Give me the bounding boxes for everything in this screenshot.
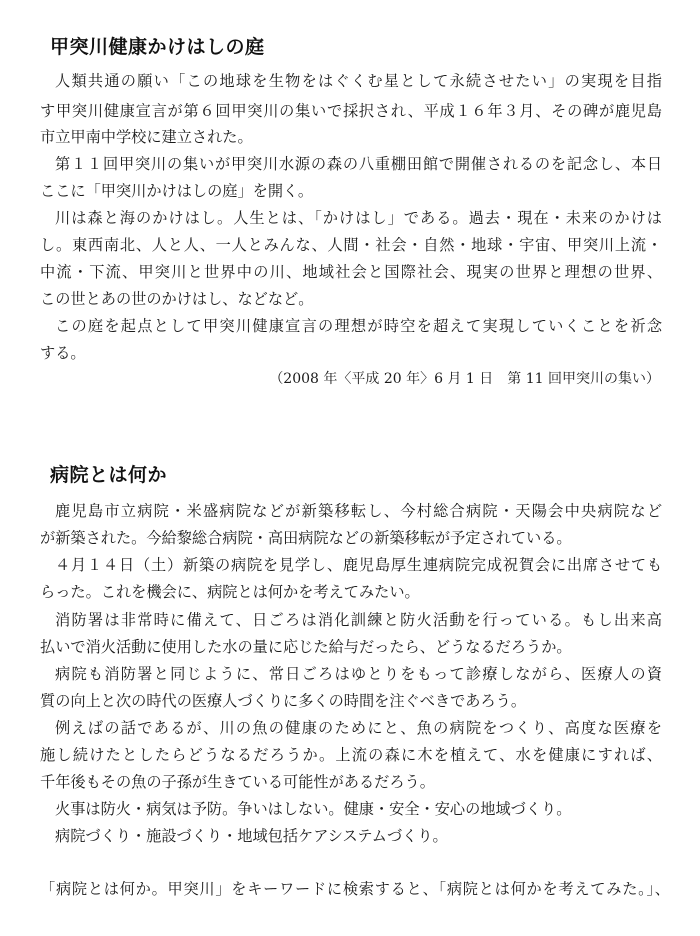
paragraph-line: 中流・下流、甲突川と世界中の川、地域社会と国際社会、現実の世界と理想の世界、 [40, 263, 662, 281]
paragraph-line: 市立甲南中学校に建立された。 [40, 128, 253, 146]
paragraph-line: が新築された。今給黎総合病院・高田病院などの新築移転が予定されている。 [40, 529, 572, 547]
section-heading: 病院とは何か [50, 464, 168, 486]
paragraph-line: ４月１４日（土）新築の病院を見学し、鹿児島厚生連病院完成祝賀会に出席させても [55, 556, 662, 574]
paragraph-line: 施し続けたとしたらどうなるだろうか。上流の森に木を植えて、水を健康にすれば、 [40, 746, 662, 764]
paragraph-line: し。東西南北、人と人、一人とみんな、人間・社会・自然・地球・宇宙、甲突川上流・ [40, 236, 662, 254]
paragraph-line: らった。これを機会に、病院とは何かを考えてみたい。 [40, 583, 420, 601]
paragraph-line: す甲突川健康宣言が第６回甲突川の集いで採択され、平成１６年３月、その碑が鹿児島 [40, 102, 662, 120]
paragraph-line: 川は森と海のかけはし。人生とは、「かけはし」である。過去・現在・未来のかけは [55, 209, 662, 227]
paragraph-line: ここに「甲突川かけはしの庭」を開く。 [40, 182, 314, 200]
section-heading: 甲突川健康かけはしの庭 [50, 36, 265, 58]
footer-line: 「病院とは何か。甲突川」をキーワードに検索すると、「病院とは何かを考えてみた。」、 [40, 880, 670, 898]
paragraph-line: 例えばの話であるが、川の魚の健康のためにと、魚の病院をつくり、高度な医療を [55, 719, 662, 737]
paragraph-line: 質の向上と次の時代の医療人づくりに多くの時間を注ぐべきであろう。 [40, 692, 526, 710]
paragraph-line: する。 [40, 344, 86, 362]
signature-line: （2008 年〈平成 20 年〉6 月 1 日 第 11 回甲突川の集い） [269, 371, 660, 387]
paragraph-line: 第１１回甲突川の集いが甲突川水源の森の八重棚田館で開催されるのを記念し、本日 [55, 155, 662, 173]
paragraph-line: 鹿児島市立病院・米盛病院などが新築移転し、今村総合病院・天陽会中央病院など [55, 502, 662, 520]
paragraph-line: 消防署は非常時に備えて、日ごろは消化訓練と防火活動を行っている。もし出来高 [55, 611, 662, 629]
paragraph-line: 払いで消火活動に使用した水の量に応じた給与だったら、どうなるだろうか。 [40, 638, 572, 656]
paragraph-line: 火事は防火・病気は予防。争いはしない。健康・安全・安心の地域づくり。 [55, 800, 572, 818]
paragraph-line: 人類共通の願い「この地球を生物をはぐくむ星として永続させたい」の実現を目指 [55, 72, 662, 90]
paragraph-line: 病院づくり・施設づくり・地域包括ケアシステムづくり。 [55, 827, 448, 845]
paragraph-line: 病院も消防署と同じように、常日ごろはゆとりをもって診療しながら、医療人の資 [55, 665, 662, 683]
paragraph-line: この庭を起点として甲突川健康宣言の理想が時空を超えて実現していくことを祈念 [55, 317, 662, 335]
paragraph-line: 千年後もその魚の子孫が生きている可能性があるだろう。 [40, 773, 435, 791]
paragraph-line: この世とあの世のかけはし、などなど。 [40, 290, 314, 308]
